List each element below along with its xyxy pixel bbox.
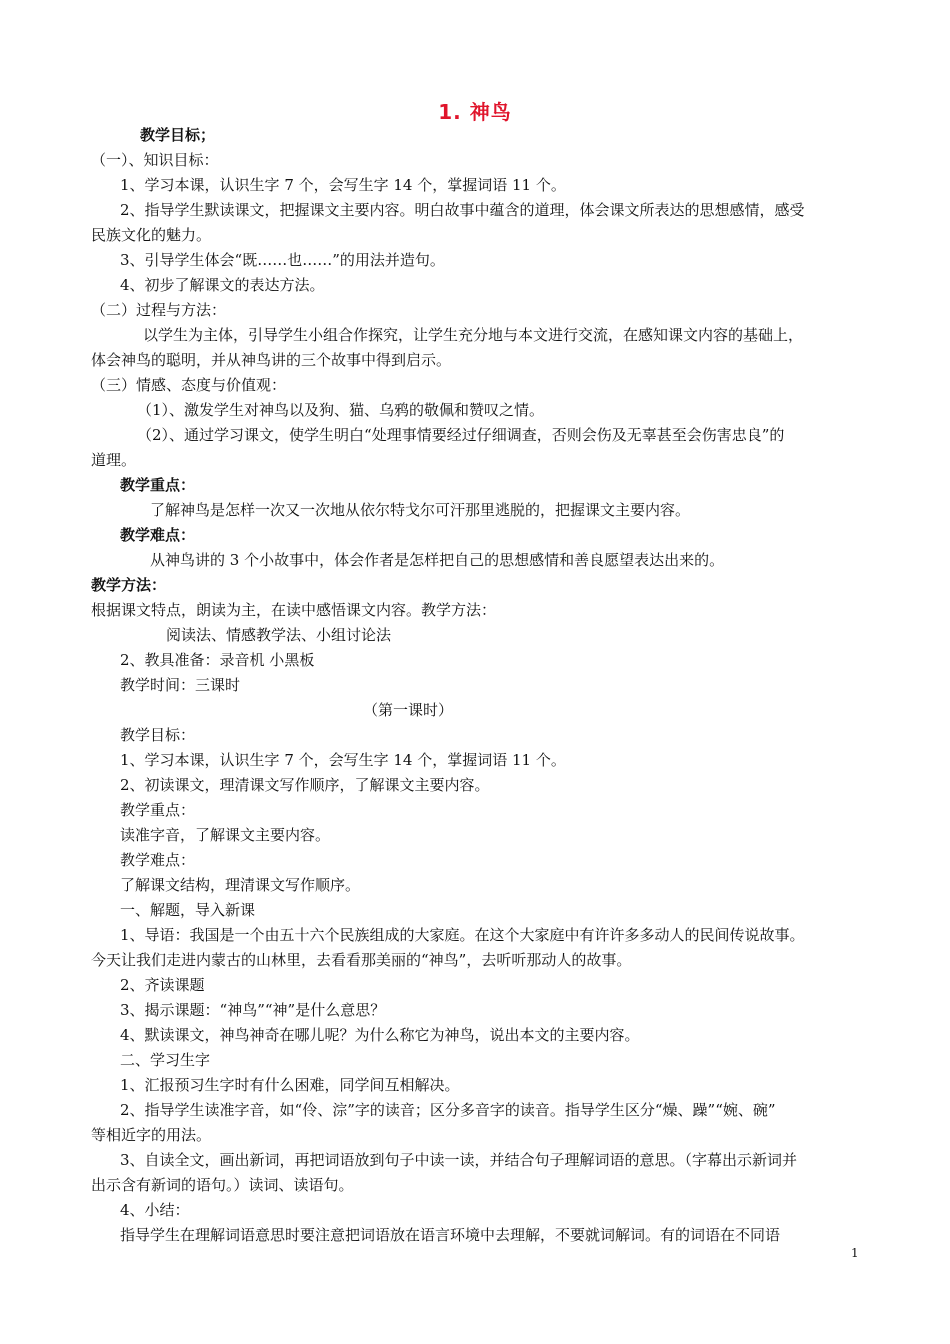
text-line: 教学重点： <box>120 801 196 819</box>
text-line: 3、揭示课题：“神鸟”“神”是什么意思？ <box>120 1001 386 1019</box>
text-line: 4、小结： <box>120 1201 190 1219</box>
text-line: 体会神鸟的聪明，并从神鸟讲的三个故事中得到启示。 <box>91 351 452 369</box>
text-line: 教学目标： <box>120 726 196 744</box>
text-line: 4、初步了解课文的表达方法。 <box>120 276 325 294</box>
section-new-characters: 二、学习生字 <box>120 1051 211 1069</box>
text-line: 1、学习本课，认识生字 7 个，会写生字 14 个，掌握词语 11 个。 <box>120 176 566 194</box>
text-line: 4、默读课文，神鸟神奇在哪儿呢？为什么称它为神鸟，说出本文的主要内容。 <box>120 1026 640 1044</box>
heading-methods: 教学方法： <box>91 576 167 594</box>
text-line: 以学生为主体，引导学生小组合作探究，让学生充分地与本文进行交流，在感知课文内容的基础上， <box>143 326 804 344</box>
text-line: 民族文化的魅力。 <box>91 226 212 244</box>
section-knowledge-goals: （一）、知识目标： <box>91 151 219 169</box>
text-line: 出示含有新词的语句。）读词、读语句。 <box>91 1176 354 1194</box>
text-line: 1、汇报预习生字时有什么困难，同学间互相解决。 <box>120 1076 460 1094</box>
heading-key-points: 教学重点： <box>120 476 196 494</box>
text-line: 1、导语：我国是一个由五十六个民族组成的大家庭。在这个大家庭中有许许多多动人的民间传说故事。 <box>120 926 805 944</box>
text-line: 2、指导学生默读课文，把握课文主要内容。明白故事中蕴含的道理，体会课文所表达的思想感情，感受 <box>120 201 805 219</box>
text-line: 阅读法、情感教学法、小组讨论法 <box>166 626 392 644</box>
text-line: （2）、通过学习课文，使学生明白“处理事情要经过仔细调查，否则会伤及无辜甚至会伤害忠良”的 <box>137 426 785 444</box>
text-line: 等相近字的用法。 <box>91 1126 212 1144</box>
text-line: 了解课文结构，理清课文写作顺序。 <box>120 876 361 894</box>
text-line: 根据课文特点，朗读为主，在读中感悟课文内容。教学方法： <box>91 601 497 619</box>
text-line: 今天让我们走进内蒙古的山林里，去看看那美丽的“神鸟”，去听听那动人的故事。 <box>91 951 632 969</box>
text-line: 读准字音，了解课文主要内容。 <box>120 826 331 844</box>
text-line: 2、指导学生读准字音，如“伶、淙”字的读音；区分多音字的读音。指导学生区分“燥、躁”“婉、碗” <box>120 1101 776 1119</box>
text-line: 教学难点： <box>120 851 196 869</box>
heading-objectives: 教学目标； <box>140 126 216 144</box>
text-line: 3、自读全文，画出新词，再把词语放到句子中读一读，并结合句子理解词语的意思。（字幕出示新词并 <box>120 1151 798 1169</box>
page-number: 1 <box>851 1246 859 1260</box>
text-line: 了解神鸟是怎样一次又一次地从依尔特戈尔可汗那里逃脱的，把握课文主要内容。 <box>150 501 691 519</box>
document-title: 1. 神鸟 <box>438 100 512 124</box>
section-process-method: （二）过程与方法： <box>91 301 227 319</box>
text-line: 2、教具准备：录音机 小黑板 <box>120 651 315 669</box>
section-emotion-values: （三）情感、态度与价值观： <box>91 376 287 394</box>
text-line: 道理。 <box>91 451 137 469</box>
text-line: 从神鸟讲的 3 个小故事中，体会作者是怎样把自己的思想感情和善良愿望表达出来的。 <box>150 551 725 569</box>
heading-difficulties: 教学难点： <box>120 526 196 544</box>
text-line: 1、学习本课，认识生字 7 个，会写生字 14 个，掌握词语 11 个。 <box>120 751 566 769</box>
text-line: 2、初读课文，理清课文写作顺序，了解课文主要内容。 <box>120 776 490 794</box>
lesson-period-heading: （第一课时） <box>363 701 454 719</box>
text-line: 2、齐读课题 <box>120 976 205 994</box>
text-line: （1）、激发学生对神鸟以及狗、猫、乌鸦的敬佩和赞叹之情。 <box>137 401 545 419</box>
text-line: 指导学生在理解词语意思时要注意把词语放在语言环境中去理解，不要就词解词。有的词语在不同语 <box>120 1226 781 1244</box>
text-line: 教学时间：三课时 <box>120 676 241 694</box>
text-line: 3、引导学生体会“既……也……”的用法并造句。 <box>120 251 445 269</box>
section-intro: 一、解题，导入新课 <box>120 901 256 919</box>
